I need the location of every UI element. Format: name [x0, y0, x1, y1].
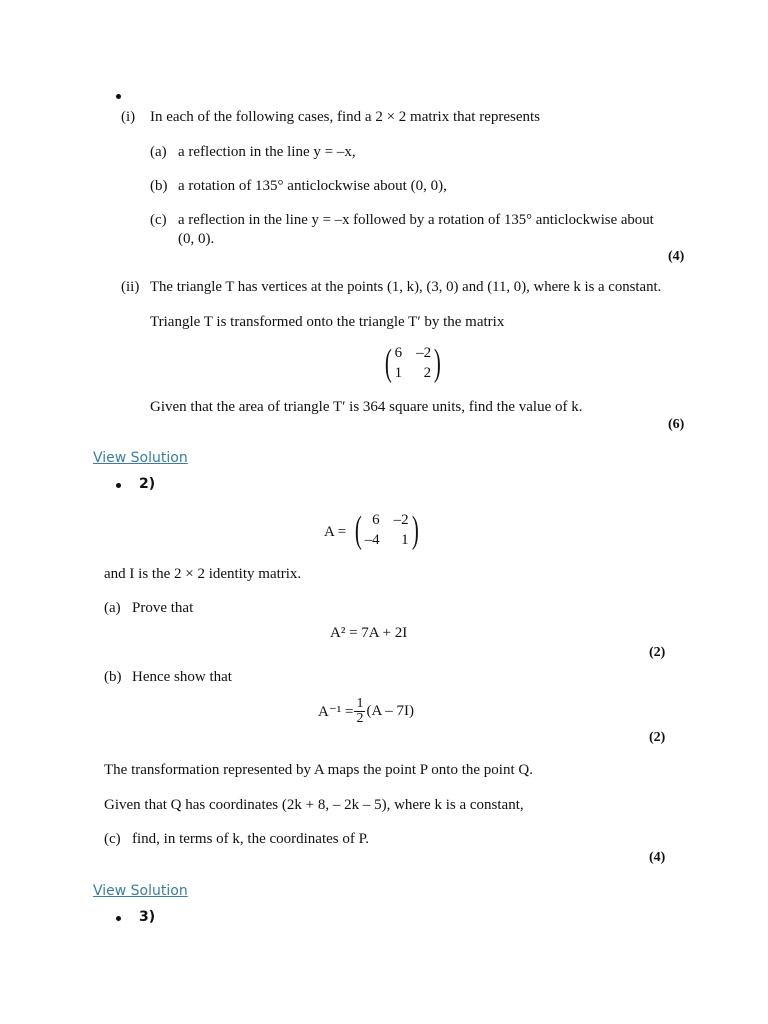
- q1-c-text-line2: (0, 0).: [178, 231, 215, 247]
- q1-b-text: a rotation of 135° anticlockwise about (0, 0),: [178, 178, 447, 194]
- matrix-cell: 2: [423, 365, 432, 381]
- q1-c-label: (c): [150, 212, 167, 228]
- fraction-half: [354, 697, 365, 726]
- q2-a-label: (a): [104, 600, 121, 616]
- q2-transform-text: The transformation represented by A maps the point P onto the point Q.: [104, 762, 533, 778]
- list-bullet: [116, 483, 121, 488]
- matrix-cell: –4: [364, 532, 380, 548]
- q2-b-label: (b): [104, 669, 122, 685]
- q1-a-text: a reflection in the line y = –x,: [178, 144, 356, 160]
- q1-part-ii-text: The triangle T has vertices at the points (1, k), (3, 0) and (11, 0), where k is a constant.: [150, 279, 662, 295]
- equation-left: A⁻¹ =: [318, 704, 354, 720]
- fraction-numerator: 1: [356, 696, 364, 711]
- q1-b-label: (b): [150, 178, 168, 194]
- q2-b-text: Hence show that: [132, 669, 232, 685]
- list-bullet: [116, 916, 121, 921]
- q1-marks-i: (4): [668, 249, 685, 264]
- q1-a-label: (a): [150, 144, 167, 160]
- q2-given-text: Given that Q has coordinates (2k + 8, – 2k – 5), where k is a constant,: [104, 797, 524, 813]
- q3-number: 3): [139, 909, 156, 925]
- matrix-right-paren: ): [434, 342, 441, 384]
- list-bullet: [116, 94, 121, 99]
- matrix-cell: –2: [416, 345, 432, 361]
- fraction-denominator: 2: [356, 711, 364, 726]
- q2-c-text: find, in terms of k, the coordinates of P.: [132, 831, 370, 847]
- q1-c-text-line1: a reflection in the line y = –x followed by a rotation of 135° anticlockwise about: [178, 212, 654, 228]
- q1-part-ii-label: (ii): [121, 279, 140, 295]
- q2-marks-c: (4): [649, 850, 666, 865]
- q2-matrix-label: A =: [324, 524, 347, 540]
- q2-matrix-a: [352, 510, 421, 550]
- view-solution-link[interactable]: View Solution: [93, 883, 188, 899]
- q2-marks-a: (2): [649, 645, 666, 660]
- matrix-cell: –2: [393, 512, 409, 528]
- matrix-right-paren: ): [411, 509, 419, 551]
- q1-matrix: [382, 343, 444, 383]
- q2-marks-b: (2): [649, 730, 666, 745]
- q2-c-label: (c): [104, 831, 121, 847]
- q2-number: 2): [139, 476, 156, 492]
- q1-transform-text: Triangle T is transformed onto the triangle T′ by the matrix: [150, 314, 505, 330]
- q1-marks-ii: (6): [668, 417, 685, 432]
- q1-area-text: Given that the area of triangle T′ is 364 square units, find the value of k.: [150, 399, 583, 415]
- q2-b-equation: [318, 697, 414, 726]
- matrix-cell: 1: [394, 365, 403, 381]
- matrix-cell: 6: [394, 345, 403, 361]
- matrix-left-paren: (: [354, 509, 362, 551]
- q2-a-equation: A² = 7A + 2I: [330, 625, 408, 641]
- matrix-cell: 1: [401, 532, 409, 548]
- q2-identity-text: and I is the 2 × 2 identity matrix.: [104, 566, 302, 582]
- equation-right: (A – 7I): [366, 703, 414, 719]
- q1-part-i-text: In each of the following cases, find a 2 × 2 matrix that represents: [150, 109, 540, 125]
- matrix-left-paren: (: [384, 342, 392, 384]
- q2-a-text: Prove that: [132, 600, 194, 616]
- q1-part-i-label: (i): [121, 109, 136, 125]
- matrix-cell: 6: [372, 512, 380, 528]
- view-solution-link[interactable]: View Solution: [93, 450, 188, 466]
